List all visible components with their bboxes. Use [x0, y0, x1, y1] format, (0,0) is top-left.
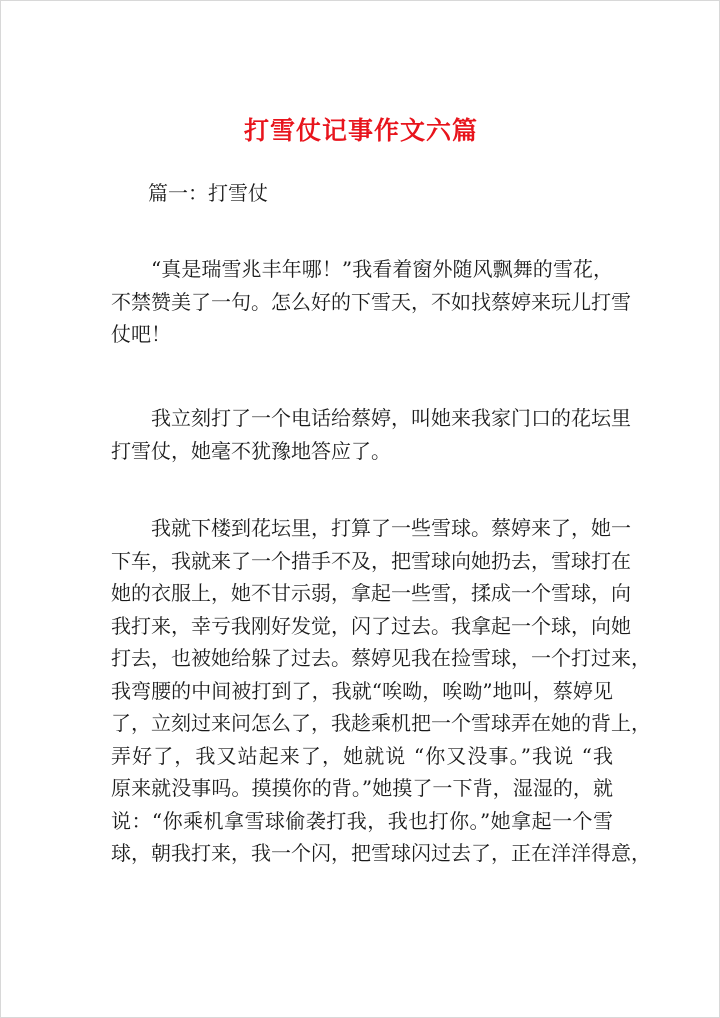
paragraph-3: [111, 512, 651, 870]
paragraph-2: [111, 402, 631, 467]
paragraph-line: 打去，也被她给躲了过去。蔡婷见我在捡雪球，一个打过来，: [111, 646, 651, 670]
paragraph-line: 球，朝我打来，我一个闪，把雪球闪过去了，正在洋洋得意，: [111, 841, 651, 865]
paragraph-line: 原来就没事吗。摸摸你的背。”她摸了一下背，湿湿的，就: [111, 776, 613, 800]
paragraph-line: “真是瑞雪兆丰年哪！”我看着窗外随风飘舞的雪花，: [151, 257, 613, 281]
paragraph-line: 我打来，幸亏我刚好发觉，闪了过去。我拿起一个球，向她: [111, 613, 631, 638]
section-heading: 篇一：打雪仗: [148, 181, 268, 205]
paragraph-line: 不禁赞美了一句。怎么好的下雪天，不如找蔡婷来玩儿打雪: [111, 289, 631, 314]
paragraph-line: 弄好了，我又站起来了，她就说 “你又没事。”我说 “我: [111, 743, 613, 768]
paragraph-line: 她的衣服上，她不甘示弱，拿起一些雪，揉成一个雪球，向: [111, 581, 631, 605]
paragraph-line: 我立刻打了一个电话给蔡婷，叫她来我家门口的花坛里: [151, 406, 631, 430]
paragraph-line: 打雪仗，她毫不犹豫地答应了。: [111, 438, 391, 463]
paragraph-1: [111, 253, 631, 351]
paragraph-line: 仗吧！: [111, 322, 171, 346]
paragraph-line: 我就下楼到花坛里，打算了一些雪球。蔡婷来了，她一: [151, 516, 631, 540]
paragraph-line: 下车，我就来了一个措手不及，把雪球向她扔去，雪球打在: [111, 548, 631, 573]
paragraph-line: 我弯腰的中间被打到了，我就“唉呦，唉呦”地叫，蔡婷见: [111, 678, 613, 703]
paragraph-line: 了，立刻过来问怎么了，我趁乘机把一个雪球弄在她的背上，: [111, 711, 651, 735]
document-title: 打雪仗记事作文六篇: [243, 116, 478, 145]
paragraph-line: 说：“你乘机拿雪球偷袭打我，我也打你。”她拿起一个雪: [111, 808, 613, 833]
